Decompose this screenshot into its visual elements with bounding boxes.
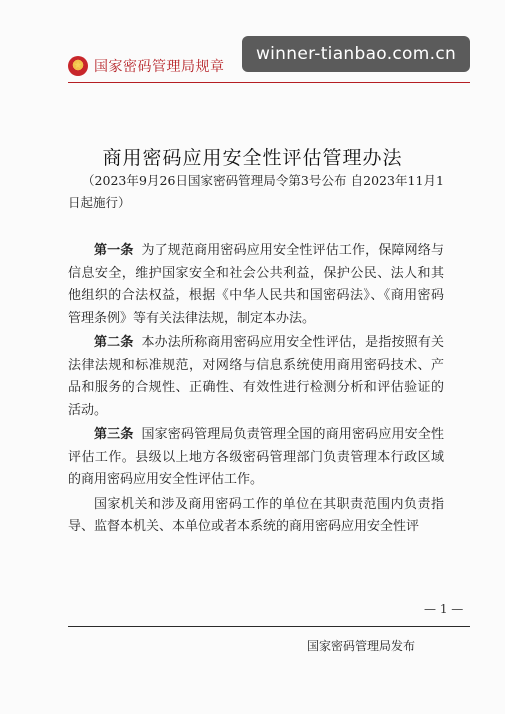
document-title: 商用密码应用安全性评估管理办法 [102, 147, 403, 169]
article-text: 本办法所称商用密码应用安全性评估，是指按照有关法律法规和标准规范，对网络与信息系统使用商用密码技术、产品和服务的合规性、正确性、有效性进行检测分析和评估验证的活动。 [68, 335, 444, 418]
header-divider [68, 82, 470, 83]
article-2 [68, 332, 444, 422]
article-label: 第二条 [94, 335, 134, 350]
page-number: — 1 — [424, 602, 464, 616]
article-1 [68, 240, 444, 330]
paragraph: 国家机关和涉及商用密码工作的单位在其职责范围内负责指导、监督本机关、本单位或者本系统的商用密码应用安全性评 [68, 496, 444, 534]
article-text: 国家密码管理局负责管理全国的商用密码应用安全性评估工作。县级以上地方各级密码管理部门负责管理本行政区域的商用密码应用安全性评估工作。 [68, 427, 444, 487]
agency-name: 国家密码管理局规章 [94, 59, 225, 75]
document-subtitle: （2023年9月26日国家密码管理局令第3号公布 自2023年11月1日起施行） [68, 173, 444, 210]
article-text: 为了规范商用密码应用安全性评估工作，保障网络与信息安全，维护国家安全和社会公共利益，保护公民、法人和其他组织的合法权益，根据《中华人民共和国密码法》、《商用密码管理条例》等有关法律法规，制定本办法。 [68, 243, 444, 326]
article-label: 第三条 [94, 427, 134, 442]
article-label: 第一条 [94, 243, 134, 258]
publisher: 国家密码管理局发布 [307, 639, 416, 653]
national-emblem-icon [68, 56, 88, 76]
document-header [68, 54, 225, 78]
watermark: winner-tianbao.com.cn [242, 36, 470, 72]
document-body [68, 240, 444, 541]
footer-divider [68, 626, 470, 627]
article-3 [68, 424, 444, 492]
